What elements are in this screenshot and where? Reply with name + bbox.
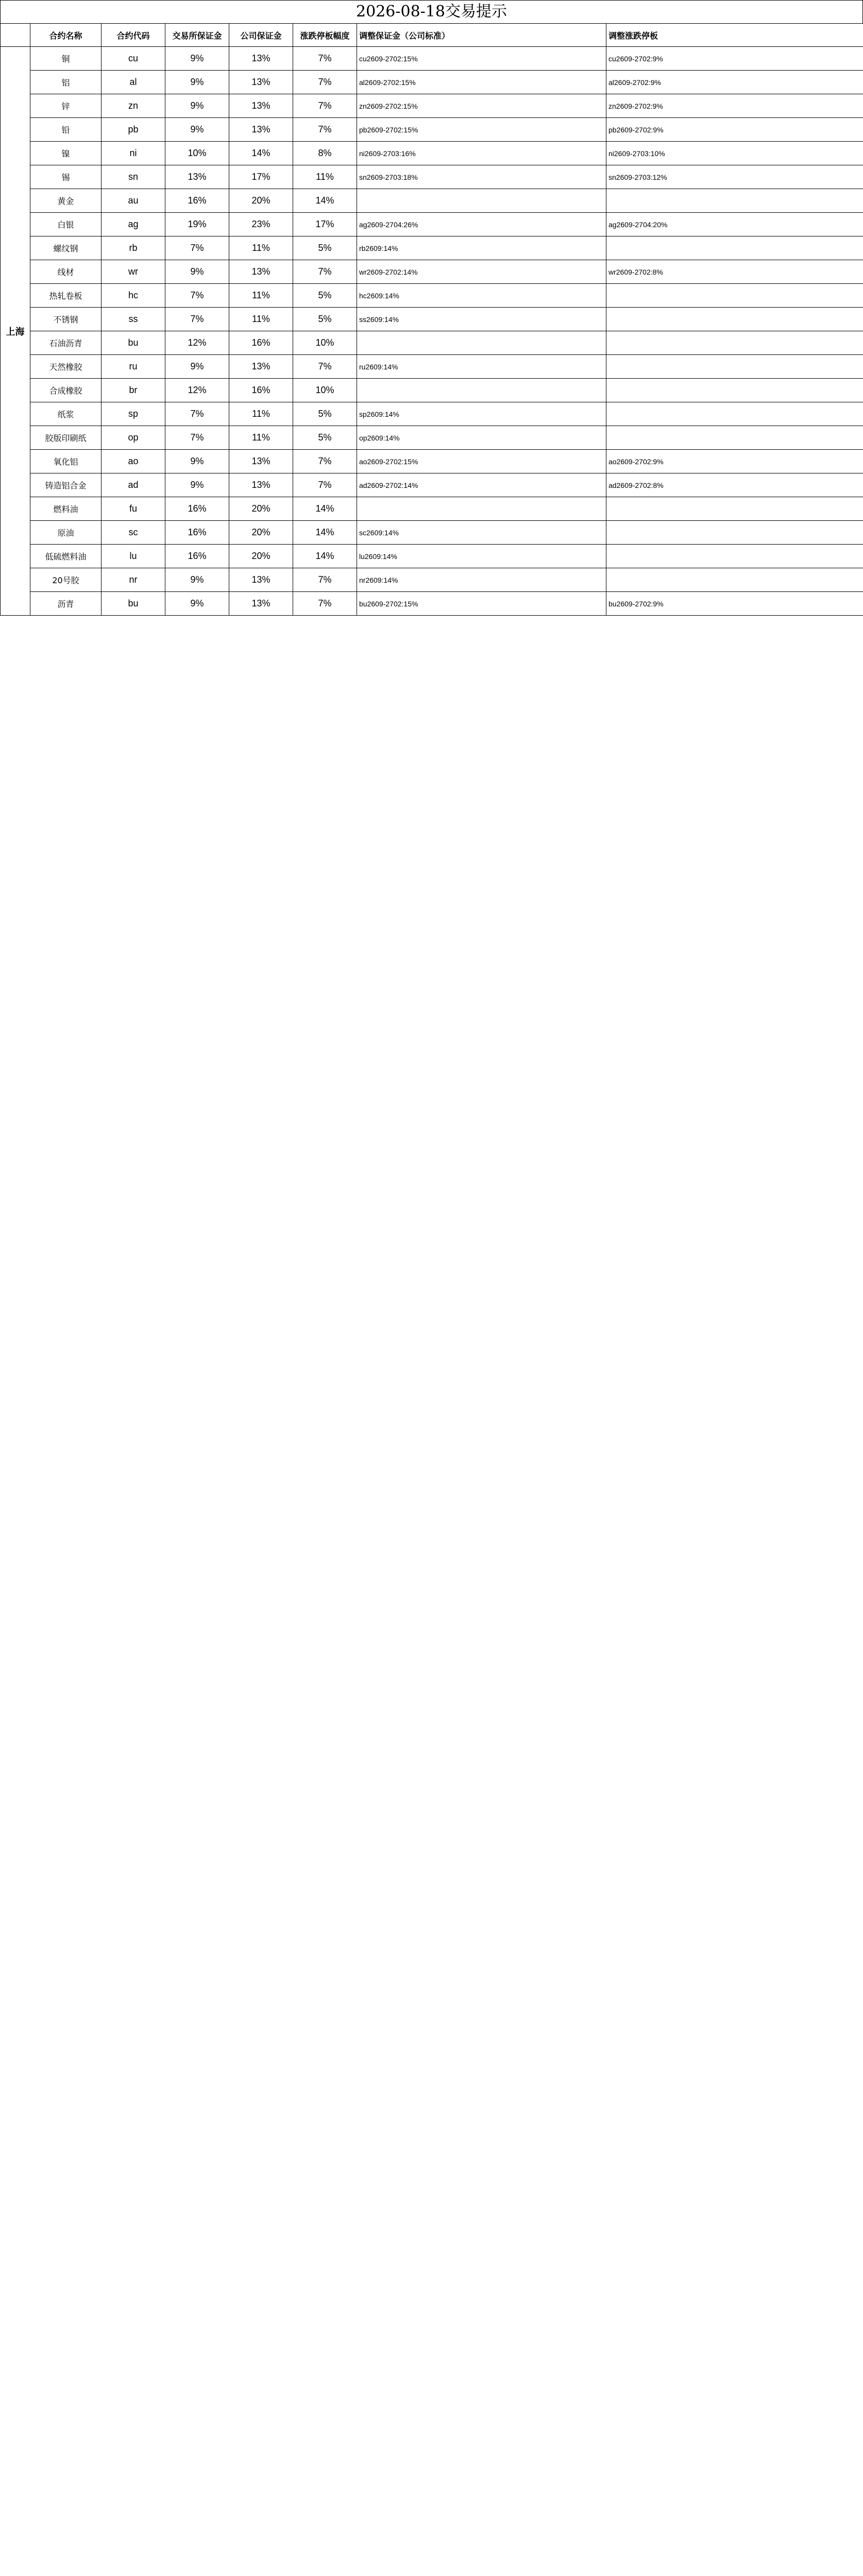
exchange-margin: 19%	[165, 213, 229, 236]
company-margin: 13%	[229, 94, 293, 118]
adjusted-margin: zn2609-2702:15%	[357, 94, 606, 118]
contract-name: 锡	[30, 165, 101, 189]
contract-code: cu	[101, 47, 165, 71]
adjusted-margin: lu2609:14%	[357, 545, 606, 568]
limit-range: 7%	[293, 47, 357, 71]
adjusted-limit	[606, 331, 863, 355]
exchange-margin: 9%	[165, 118, 229, 142]
exchange-margin: 9%	[165, 355, 229, 379]
adjusted-limit	[606, 497, 863, 521]
table-row	[1, 568, 863, 592]
limit-range: 14%	[293, 189, 357, 213]
contract-code: br	[101, 379, 165, 402]
adjusted-limit: cu2609-2702:9%	[606, 47, 863, 71]
contract-code: bu	[101, 592, 165, 616]
company-margin: 11%	[229, 308, 293, 331]
company-margin: 13%	[229, 473, 293, 497]
adjusted-margin: ss2609:14%	[357, 308, 606, 331]
contract-name: 铅	[30, 118, 101, 142]
adjusted-margin: ni2609-2703:16%	[357, 142, 606, 165]
adjusted-limit: al2609-2702:9%	[606, 71, 863, 94]
company-margin: 13%	[229, 71, 293, 94]
table-row	[1, 473, 863, 497]
contract-name: 线材	[30, 260, 101, 284]
adjusted-margin: hc2609:14%	[357, 284, 606, 308]
contract-code: sn	[101, 165, 165, 189]
contract-name: 氧化铝	[30, 450, 101, 473]
adjusted-limit	[606, 568, 863, 592]
table-row	[1, 142, 863, 165]
exchange-margin: 7%	[165, 236, 229, 260]
company-margin: 13%	[229, 450, 293, 473]
contract-code: nr	[101, 568, 165, 592]
exchange-margin: 9%	[165, 450, 229, 473]
company-margin: 14%	[229, 142, 293, 165]
limit-range: 5%	[293, 284, 357, 308]
header-exch-margin: 交易所保证金	[165, 24, 229, 47]
contract-code: ad	[101, 473, 165, 497]
company-margin: 11%	[229, 426, 293, 450]
table-row	[1, 47, 863, 71]
table-row	[1, 94, 863, 118]
contract-name: 不锈钢	[30, 308, 101, 331]
contract-name: 铜	[30, 47, 101, 71]
adjusted-limit	[606, 426, 863, 450]
exchange-margin: 7%	[165, 402, 229, 426]
limit-range: 5%	[293, 402, 357, 426]
limit-range: 8%	[293, 142, 357, 165]
adjusted-margin: al2609-2702:15%	[357, 71, 606, 94]
exchange-margin: 9%	[165, 71, 229, 94]
adjusted-limit: ao2609-2702:9%	[606, 450, 863, 473]
company-margin: 20%	[229, 545, 293, 568]
contract-code: rb	[101, 236, 165, 260]
limit-range: 7%	[293, 355, 357, 379]
contract-code: zn	[101, 94, 165, 118]
adjusted-margin: rb2609:14%	[357, 236, 606, 260]
contract-name: 热轧卷板	[30, 284, 101, 308]
exchange-margin: 16%	[165, 545, 229, 568]
exchange-margin: 7%	[165, 284, 229, 308]
table-row	[1, 308, 863, 331]
contract-name: 20号胶	[30, 568, 101, 592]
table-row	[1, 189, 863, 213]
exchange-cell: 上海	[1, 47, 30, 616]
margin-table	[0, 23, 863, 616]
adjusted-margin: sc2609:14%	[357, 521, 606, 545]
table-row	[1, 521, 863, 545]
limit-range: 14%	[293, 545, 357, 568]
adjusted-margin	[357, 331, 606, 355]
contract-name: 燃料油	[30, 497, 101, 521]
adjusted-limit	[606, 284, 863, 308]
adjusted-limit: ag2609-2704:20%	[606, 213, 863, 236]
adjusted-limit	[606, 521, 863, 545]
company-margin: 13%	[229, 355, 293, 379]
adjusted-limit: sn2609-2703:12%	[606, 165, 863, 189]
company-margin: 11%	[229, 236, 293, 260]
adjusted-margin	[357, 497, 606, 521]
table-row	[1, 402, 863, 426]
adjusted-margin: ag2609-2704:26%	[357, 213, 606, 236]
limit-range: 7%	[293, 260, 357, 284]
table-row	[1, 379, 863, 402]
table-row	[1, 165, 863, 189]
limit-range: 11%	[293, 165, 357, 189]
company-margin: 11%	[229, 402, 293, 426]
contract-code: ss	[101, 308, 165, 331]
exchange-margin: 10%	[165, 142, 229, 165]
table-row	[1, 331, 863, 355]
adjusted-limit	[606, 402, 863, 426]
limit-range: 5%	[293, 426, 357, 450]
contract-name: 胶版印刷纸	[30, 426, 101, 450]
contract-code: sc	[101, 521, 165, 545]
adjusted-limit	[606, 379, 863, 402]
limit-range: 14%	[293, 497, 357, 521]
limit-range: 17%	[293, 213, 357, 236]
limit-range: 7%	[293, 450, 357, 473]
exchange-margin: 16%	[165, 497, 229, 521]
contract-name: 合成橡胶	[30, 379, 101, 402]
company-margin: 13%	[229, 118, 293, 142]
company-margin: 20%	[229, 189, 293, 213]
adjusted-limit: wr2609-2702:8%	[606, 260, 863, 284]
table-row	[1, 355, 863, 379]
adjusted-margin	[357, 189, 606, 213]
header-limit: 涨跌停板幅度	[293, 24, 357, 47]
adjusted-margin: sn2609-2703:18%	[357, 165, 606, 189]
adjusted-limit	[606, 355, 863, 379]
contract-name: 石油沥青	[30, 331, 101, 355]
contract-name: 沥青	[30, 592, 101, 616]
adjusted-limit: zn2609-2702:9%	[606, 94, 863, 118]
exchange-margin: 7%	[165, 308, 229, 331]
contract-name: 黄金	[30, 189, 101, 213]
adjusted-margin: nr2609:14%	[357, 568, 606, 592]
contract-name: 天然橡胶	[30, 355, 101, 379]
adjusted-limit: ad2609-2702:8%	[606, 473, 863, 497]
contract-code: pb	[101, 118, 165, 142]
adjusted-margin: op2609:14%	[357, 426, 606, 450]
table-row	[1, 118, 863, 142]
table-row	[1, 426, 863, 450]
limit-range: 10%	[293, 331, 357, 355]
limit-range: 14%	[293, 521, 357, 545]
header-adj-margin: 调整保证金（公司标准）	[357, 24, 606, 47]
exchange-margin: 16%	[165, 521, 229, 545]
contract-name: 纸浆	[30, 402, 101, 426]
adjusted-margin: ao2609-2702:15%	[357, 450, 606, 473]
adjusted-margin: ad2609-2702:14%	[357, 473, 606, 497]
limit-range: 5%	[293, 236, 357, 260]
contract-code: op	[101, 426, 165, 450]
table-row	[1, 260, 863, 284]
contract-code: bu	[101, 331, 165, 355]
exchange-margin: 12%	[165, 379, 229, 402]
limit-range: 7%	[293, 118, 357, 142]
exchange-margin: 9%	[165, 473, 229, 497]
contract-code: wr	[101, 260, 165, 284]
adjusted-limit	[606, 189, 863, 213]
contract-name: 原油	[30, 521, 101, 545]
table-row	[1, 497, 863, 521]
contract-code: al	[101, 71, 165, 94]
adjusted-limit	[606, 545, 863, 568]
adjusted-limit	[606, 308, 863, 331]
contract-name: 铸造铝合金	[30, 473, 101, 497]
adjusted-limit: bu2609-2702:9%	[606, 592, 863, 616]
adjusted-limit	[606, 236, 863, 260]
page-title: 2026-08-18交易提示	[0, 0, 863, 23]
adjusted-limit: ni2609-2703:10%	[606, 142, 863, 165]
table-row	[1, 545, 863, 568]
limit-range: 7%	[293, 592, 357, 616]
limit-range: 10%	[293, 379, 357, 402]
table-row	[1, 450, 863, 473]
exchange-margin: 7%	[165, 426, 229, 450]
limit-range: 7%	[293, 71, 357, 94]
limit-range: 7%	[293, 568, 357, 592]
contract-code: ao	[101, 450, 165, 473]
contract-name: 螺纹钢	[30, 236, 101, 260]
company-margin: 20%	[229, 521, 293, 545]
adjusted-margin: sp2609:14%	[357, 402, 606, 426]
adjusted-margin: wr2609-2702:14%	[357, 260, 606, 284]
adjusted-margin: cu2609-2702:15%	[357, 47, 606, 71]
exchange-margin: 9%	[165, 94, 229, 118]
adjusted-margin	[357, 379, 606, 402]
contract-code: ru	[101, 355, 165, 379]
contract-code: ni	[101, 142, 165, 165]
exchange-margin: 13%	[165, 165, 229, 189]
company-margin: 11%	[229, 284, 293, 308]
exchange-margin: 16%	[165, 189, 229, 213]
limit-range: 7%	[293, 473, 357, 497]
company-margin: 16%	[229, 379, 293, 402]
adjusted-limit: pb2609-2702:9%	[606, 118, 863, 142]
company-margin: 17%	[229, 165, 293, 189]
adjusted-margin: bu2609-2702:15%	[357, 592, 606, 616]
contract-name: 铝	[30, 71, 101, 94]
table-row	[1, 236, 863, 260]
contract-name: 锌	[30, 94, 101, 118]
company-margin: 23%	[229, 213, 293, 236]
exchange-margin: 12%	[165, 331, 229, 355]
company-margin: 16%	[229, 331, 293, 355]
contract-name: 镍	[30, 142, 101, 165]
header-exchange	[1, 24, 30, 47]
header-adj-limit: 调整涨跌停板	[606, 24, 863, 47]
exchange-margin: 9%	[165, 568, 229, 592]
contract-code: fu	[101, 497, 165, 521]
contract-code: ag	[101, 213, 165, 236]
table-row	[1, 71, 863, 94]
table-header-row	[1, 24, 863, 47]
adjusted-margin: pb2609-2702:15%	[357, 118, 606, 142]
limit-range: 7%	[293, 94, 357, 118]
table-row	[1, 592, 863, 616]
exchange-margin: 9%	[165, 592, 229, 616]
company-margin: 20%	[229, 497, 293, 521]
exchange-margin: 9%	[165, 47, 229, 71]
header-code: 合约代码	[101, 24, 165, 47]
company-margin: 13%	[229, 568, 293, 592]
table-row	[1, 213, 863, 236]
header-co-margin: 公司保证金	[229, 24, 293, 47]
company-margin: 13%	[229, 47, 293, 71]
contract-code: sp	[101, 402, 165, 426]
contract-code: lu	[101, 545, 165, 568]
exchange-margin: 9%	[165, 260, 229, 284]
header-name: 合约名称	[30, 24, 101, 47]
company-margin: 13%	[229, 260, 293, 284]
contract-name: 低硫燃料油	[30, 545, 101, 568]
company-margin: 13%	[229, 592, 293, 616]
limit-range: 5%	[293, 308, 357, 331]
table-row	[1, 284, 863, 308]
contract-code: hc	[101, 284, 165, 308]
adjusted-margin: ru2609:14%	[357, 355, 606, 379]
trading-notice-page	[0, 0, 863, 616]
contract-code: au	[101, 189, 165, 213]
contract-name: 白银	[30, 213, 101, 236]
